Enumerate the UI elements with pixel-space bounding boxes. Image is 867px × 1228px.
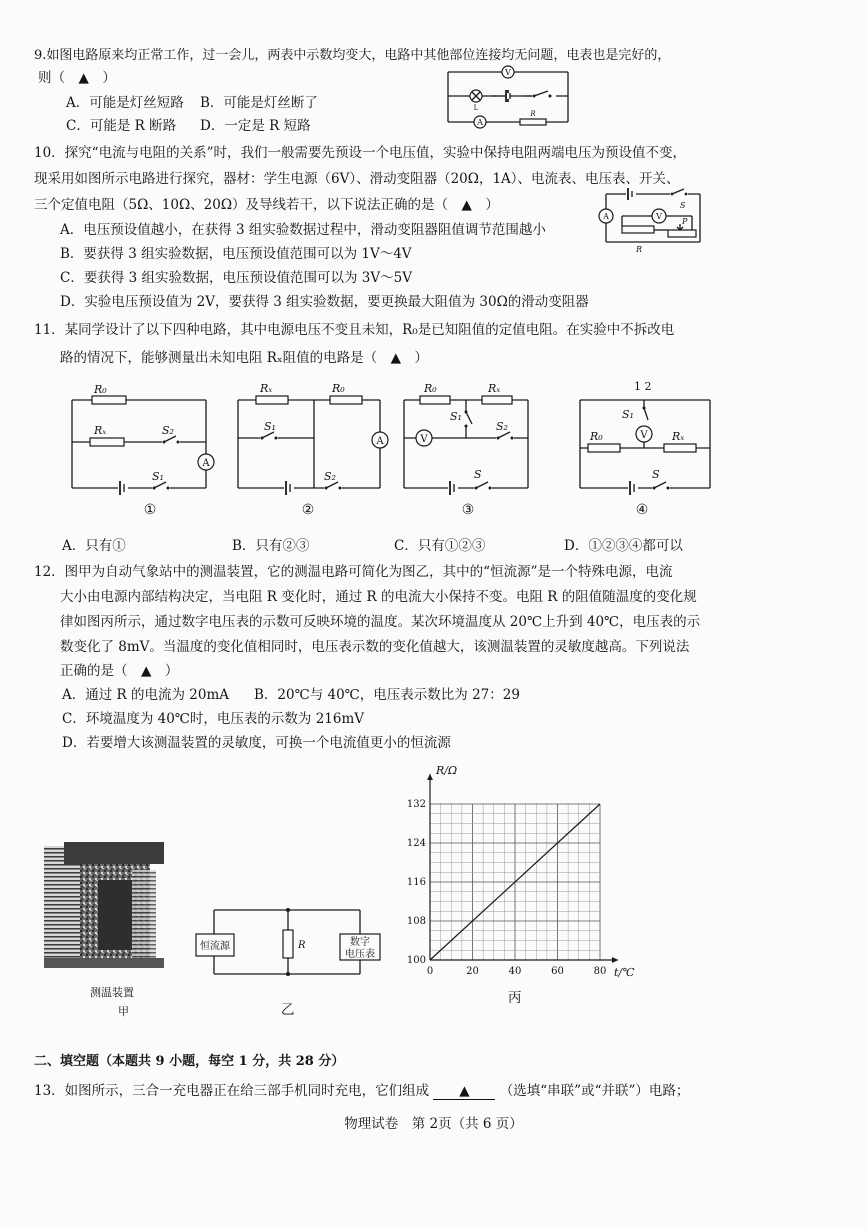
q11-c2-r0: R₀ bbox=[332, 382, 345, 395]
q11-option-b: B．只有②③ bbox=[232, 538, 310, 554]
q9-option-a: A．可能是灯丝短路 bbox=[66, 95, 184, 111]
q10-voltmeter-label: V bbox=[656, 212, 662, 221]
q9-stem-line2: 则（ ▲ ） bbox=[38, 70, 116, 86]
chart-x-tick-label: 20 bbox=[466, 966, 479, 977]
q9-resistor-label: R bbox=[530, 110, 536, 118]
chart-y-axis-arrow bbox=[427, 774, 433, 780]
q10-stem-line2: 现采用如图所示电路进行探究，器材：学生电源（6V）、滑动变阻器（20Ω，1A）、电流表、电压表、开关、 bbox=[34, 171, 680, 187]
q12-fig-jia-label: 测温装置 bbox=[90, 986, 134, 999]
chart-y-tick-label: 108 bbox=[406, 916, 426, 927]
q11-c2-ammeter: A bbox=[376, 436, 384, 447]
page-footer: 物理试卷 第 2页（共 6 页） bbox=[344, 1116, 523, 1132]
q11-c3-voltmeter: V bbox=[420, 434, 428, 445]
q11-c3-number: ③ bbox=[461, 502, 475, 518]
q12-fig-jia-photo bbox=[44, 840, 174, 980]
q9-option-d: D．一定是 R 短路 bbox=[200, 118, 311, 134]
chart-y-tick-label: 100 bbox=[406, 955, 426, 966]
q11-circuit-1 bbox=[66, 382, 226, 520]
q10-ammeter-label: A bbox=[603, 212, 609, 221]
q10-switch-label: S bbox=[680, 201, 686, 210]
q10-circuit-diagram bbox=[592, 186, 712, 256]
q13-stem bbox=[34, 1079, 689, 1100]
q12-fig-yi-source: 恒流源 bbox=[200, 941, 230, 952]
chart-x-axis-arrow bbox=[612, 957, 618, 963]
q11-option-c: C．只有①②③ bbox=[394, 538, 486, 554]
section2-heading: 二、填空题（本题共 9 小题，每空 1 分，共 28 分） bbox=[34, 1054, 345, 1069]
q12-fig-bing-caption: 丙 bbox=[508, 990, 522, 1006]
q11-c1-s1: S₁ bbox=[152, 470, 164, 483]
q11-c4-rx: Rₓ bbox=[672, 430, 685, 443]
q9-ammeter-label: A bbox=[477, 118, 483, 127]
q12-option-c: C．环境温度为 40℃时，电压表的示数为 216mV bbox=[62, 711, 365, 727]
q13-text-after: （选填“串联”或“并联”）电路； bbox=[499, 1083, 690, 1099]
q11-stem-line1: 11．某同学设计了以下四种电路，其中电源电压不变且未知，R₀是已知阻值的定值电阻。在实验中不拆改电 bbox=[34, 322, 675, 338]
q12-stem-line3: 律如图丙所示，通过数字电压表的示数可反映环境的温度。某次环境温度从 20℃上升到 40℃，电压表的示 bbox=[60, 614, 701, 630]
q12-fig-yi-meter-line1: 数字 bbox=[350, 937, 370, 948]
q11-stem-line2: 路的情况下，能够测量出未知电阻 Rₓ阻值的电路是（ ▲ ） bbox=[60, 350, 429, 366]
q11-c2-rx: Rₓ bbox=[260, 382, 273, 395]
q10-option-d: D．实验电压预设值为 2V，要获得 3 组实验数据，要更换最大阻值为 30Ω的滑动变阻器 bbox=[60, 294, 589, 310]
chart-x-tick-label: 80 bbox=[593, 966, 607, 977]
q9-voltmeter-label: V bbox=[505, 68, 511, 77]
q12-option-a: A．通过 R 的电流为 20mA bbox=[62, 687, 230, 703]
q12-fig-yi-meter-line2: 电压表 bbox=[345, 949, 375, 960]
q11-c3-r0: R₀ bbox=[424, 382, 437, 395]
q11-c2-number: ② bbox=[301, 502, 315, 518]
q11-c1-ammeter: A bbox=[202, 458, 210, 469]
q9-circuit-diagram bbox=[440, 60, 580, 132]
q11-c1-s2: S₂ bbox=[162, 424, 174, 437]
q11-option-d: D．①②③④都可以 bbox=[564, 538, 683, 554]
q12-fig-bing-chart bbox=[398, 758, 648, 988]
q11-c4-number: ④ bbox=[635, 502, 649, 518]
chart-x-tick-label: 40 bbox=[508, 966, 522, 977]
q11-c2-s1: S₁ bbox=[264, 420, 276, 433]
q11-c4-s: S bbox=[652, 468, 660, 481]
chart-y-axis-label: R/Ω bbox=[436, 764, 458, 777]
chart-y-tick-label: 124 bbox=[406, 838, 426, 849]
q9-option-b: B．可能是灯丝断了 bbox=[200, 95, 318, 111]
q10-option-c: C．要获得 3 组实验数据，电压预设值范围可以为 3V～5V bbox=[60, 270, 412, 286]
q11-c3-s2: S₂ bbox=[496, 420, 508, 433]
q10-resistor-label: R bbox=[636, 245, 643, 254]
chart-x-axis-label: t/℃ bbox=[614, 966, 635, 979]
q12-fig-jia-caption: 甲 bbox=[118, 1005, 129, 1018]
q11-c4-voltmeter: V bbox=[640, 430, 648, 441]
q12-stem-line1: 12．图甲为自动气象站中的测温装置，它的测温电路可简化为图乙，其中的“恒流源”是一个特殊电源，电流 bbox=[34, 564, 673, 580]
q11-c3-rx: Rₓ bbox=[488, 382, 501, 395]
q12-stem-line4: 数变化了 8mV。当温度的变化值相同时，电压表示数的变化值越大，该测温装置的灵敏度越高。下列说法 bbox=[60, 639, 690, 655]
q9-stem-line1: 9.如图电路原来均正常工作，过一会儿，两表中示数均变大，电路中其他部位连接均无问题，电表也是完好的， bbox=[34, 48, 671, 63]
q12-stem-line2: 大小由电源内部结构决定，当电阻 R 变化时，通过 R 的电流大小保持不变。电阻 R 的阻值随温度的变化规 bbox=[60, 589, 697, 605]
q11-circuit-3 bbox=[398, 378, 558, 520]
q11-circuit-4 bbox=[572, 378, 732, 520]
q13-text-before: 13．如图所示，三合一充电器正在给三部手机同时充电，它们组成 bbox=[34, 1083, 430, 1099]
q10-option-a: A．电压预设值越小，在获得 3 组实验数据过程中，滑动变阻器阻值调节范围越小 bbox=[60, 222, 546, 238]
q11-c4-r0: R₀ bbox=[590, 430, 603, 443]
q10-option-b: B．要获得 3 组实验数据，电压预设值范围可以为 1V～4V bbox=[60, 246, 412, 262]
chart-x-tick-label: 0 bbox=[426, 966, 434, 977]
q11-option-a: A．只有① bbox=[62, 538, 126, 554]
q9-option-c: C．可能是 R 断路 bbox=[66, 118, 177, 134]
q12-stem-line5: 正确的是（ ▲ ） bbox=[60, 663, 179, 679]
q11-c4-switch-positions: 1 2 bbox=[634, 380, 652, 393]
q11-c1-r0: R₀ bbox=[94, 383, 107, 396]
q12-option-d: D．若要增大该测温装置的灵敏度，可换一个电流值更小的恒流源 bbox=[62, 735, 451, 751]
chart-y-tick-label: 132 bbox=[406, 799, 426, 810]
q11-c1-rx: Rₓ bbox=[94, 424, 107, 437]
q10-stem-line3: 三个定值电阻（5Ω、10Ω、20Ω）及导线若干，以下说法正确的是（ ▲ ） bbox=[34, 197, 499, 213]
chart-y-tick-label: 116 bbox=[406, 877, 426, 888]
q11-c3-s1: S₁ bbox=[450, 410, 462, 423]
q11-c4-s1: S₁ bbox=[622, 408, 634, 421]
q10-slider-label: P bbox=[682, 217, 688, 226]
chart-x-tick-label: 60 bbox=[551, 966, 564, 977]
q12-option-b: B．20℃与 40℃，电压表示数比为 27：29 bbox=[254, 687, 520, 703]
q13-blank[interactable]: ▲ bbox=[433, 1083, 495, 1100]
q12-fig-yi-r: R bbox=[298, 940, 306, 951]
q10-stem-line1: 10．探究“电流与电阻的关系”时，我们一般需要先预设一个电压值，实验中保持电阻两端电压为预设值不变， bbox=[34, 145, 686, 161]
q12-fig-yi-caption: 乙 bbox=[281, 1002, 295, 1018]
q11-c1-number: ① bbox=[143, 502, 157, 518]
q11-c3-s: S bbox=[474, 468, 482, 481]
q9-lamp-label: L bbox=[473, 104, 479, 112]
q11-c2-s2: S₂ bbox=[324, 470, 336, 483]
q12-fig-yi-circuit bbox=[190, 904, 390, 984]
q11-circuit-2 bbox=[232, 378, 392, 520]
